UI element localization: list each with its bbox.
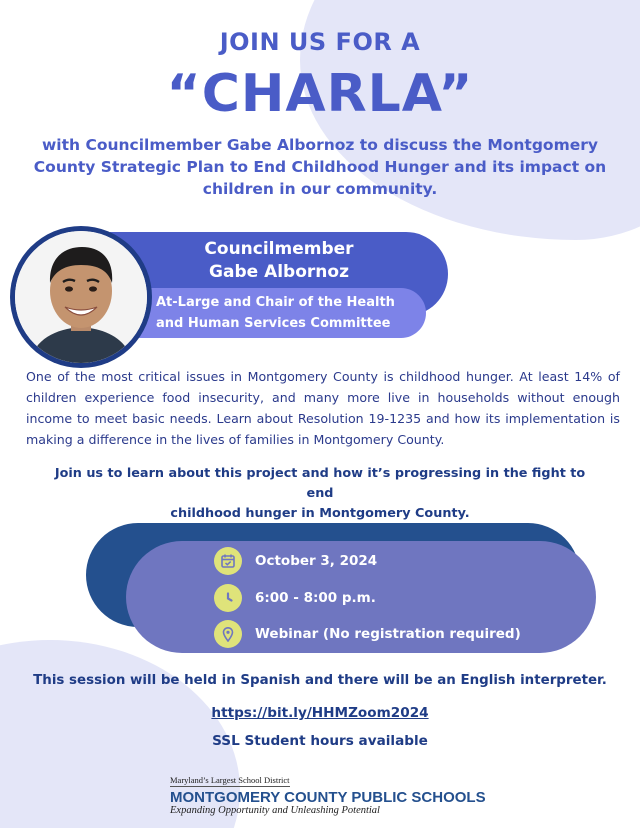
headline-charla: “CHARLA”: [166, 64, 474, 124]
speaker-photo: [15, 231, 147, 363]
headline-join-us: JOIN US FOR A: [219, 28, 421, 56]
language-note: This session will be held in Spanish and there will be an English interpreter.: [33, 673, 607, 688]
cta-line2: childhood hunger in Montgomery County.: [170, 506, 470, 521]
body-paragraph: One of the most critical issues in Montgomery County is childhood hunger. At least 14% of children experience food insecurity, and many more live in households without enough income to meet basic needs. Learn about Resolution 19-1235 and how its implementation is making a difference in the lives of families in Montgomery County.: [26, 369, 620, 447]
registration-link[interactable]: https://bit.ly/HHMZoom2024: [211, 705, 429, 721]
logo-name: MONTGOMERY COUNTY PUBLIC SCHOOLS: [170, 789, 486, 806]
event-time: 6:00 - 8:00 p.m.: [255, 590, 376, 606]
calendar-icon: [214, 547, 242, 575]
event-location-row: [214, 620, 521, 648]
clock-icon: [214, 584, 242, 612]
speaker-portrait-illustration: [15, 231, 147, 363]
cta-line1: Join us to learn about this project and how it’s progressing in the fight to end: [54, 466, 586, 501]
location-pin-icon: [214, 620, 242, 648]
event-date: October 3, 2024: [255, 553, 378, 569]
speaker-role-line1: At-Large and Chair of the Health: [156, 295, 395, 310]
call-to-action: [40, 464, 600, 524]
event-time-row: [214, 584, 376, 612]
intro-text: with Councilmember Gabe Albornoz to discuss the Montgomery County Strategic Plan to End Childhood Hunger and its impact on children in our community.: [33, 136, 607, 198]
logo-tagline-top: Maryland’s Largest School District: [170, 775, 290, 785]
speaker-name: [160, 238, 398, 284]
event-location: Webinar (No registration required): [255, 626, 521, 642]
mcps-logo: [170, 768, 486, 816]
speaker-name-line1: Councilmember: [204, 239, 354, 259]
logo-tagline-bottom: Expanding Opportunity and Unleashing Potential: [170, 805, 380, 816]
speaker-name-line2: Gabe Albornoz: [209, 262, 349, 282]
ssl-hours-note: SSL Student hours available: [212, 733, 428, 749]
speaker-role-line2: and Human Services Committee: [156, 316, 391, 331]
speaker-role: [156, 292, 426, 334]
event-date-row: [214, 547, 377, 575]
